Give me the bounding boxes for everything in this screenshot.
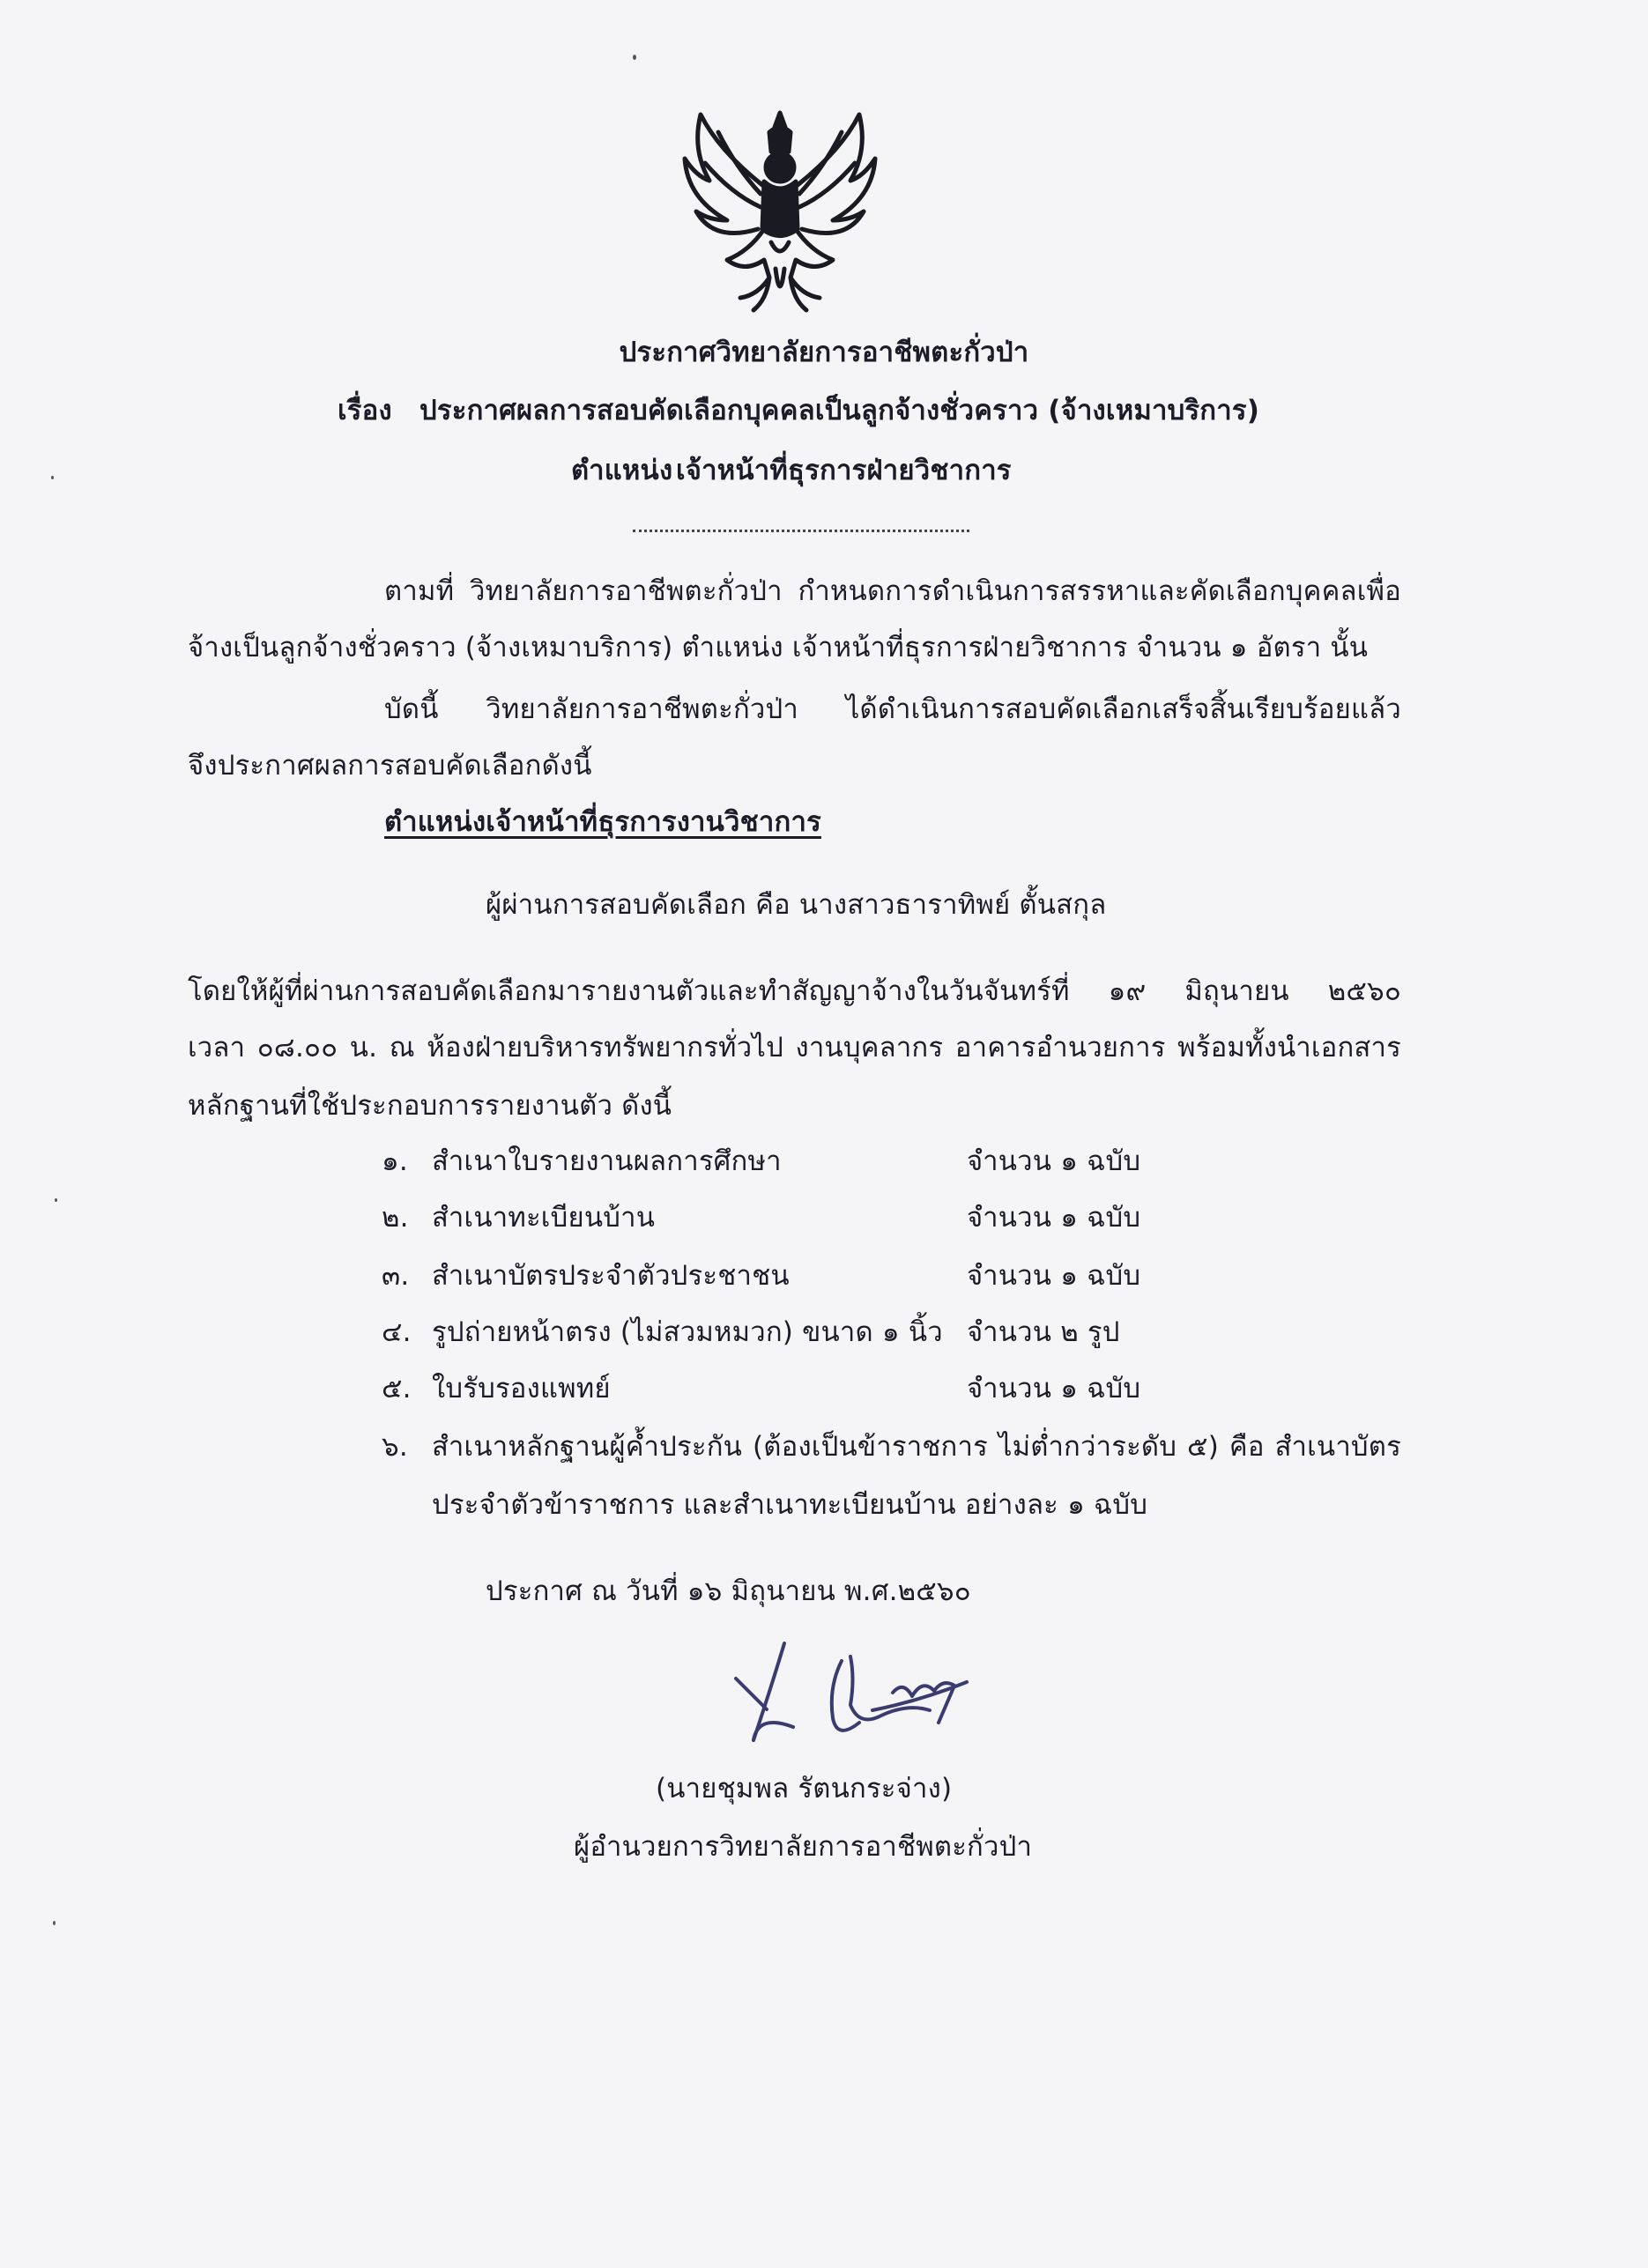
document-name: สำเนาใบรายงานผลการศึกษา <box>432 1145 782 1177</box>
document-quantity: จำนวน ๑ ฉบับ <box>967 1373 1141 1405</box>
document-name: ใบรับรองแพทย์ <box>432 1373 611 1405</box>
paragraph-2-line-2: จึงประกาศผลการสอบคัดเลือกดังนี้ <box>188 750 592 782</box>
document-name-line-2: ประจำตัวข้าราชการ และสำเนาทะเบียนบ้าน อย่างละ ๑ ฉบับ <box>432 1489 1148 1521</box>
document-number: ๓. <box>382 1260 410 1292</box>
document-name: สำเนาหลักฐานผู้ค้ำประกัน (ต้องเป็นข้าราชการ ไม่ต่ำกว่าระดับ ๕) คือ สำเนาบัตร <box>432 1431 1401 1463</box>
subject-label: เรื่อง <box>338 395 392 426</box>
scan-speck <box>53 1921 56 1925</box>
garuda-emblem-icon <box>665 97 895 322</box>
document-number: ๑. <box>382 1145 408 1177</box>
position-label: ตำแหน่ง <box>571 455 673 486</box>
paragraph-3-line-2: เวลา ๐๘.๐๐ น. ณ ห้องฝ่ายบริหารทรัพยากรทั่วไป งานบุคลากร อาคารอำนวยการ พร้อมทั้งนำเอกสาร <box>188 1032 1401 1064</box>
paragraph-3-line-3: หลักฐานที่ใช้ประกอบการรายงานตัว ดังนี้ <box>188 1090 672 1122</box>
paragraph-1-line-1: ตามที่ วิทยาลัยการอาชีพตะกั่วป่า กำหนดการดำเนินการสรรหาและคัดเลือกบุคคลเพื่อ <box>384 575 1401 607</box>
paragraph-1-line-2: จ้างเป็นลูกจ้างชั่วคราว (จ้างเหมาบริการ) ตำแหน่ง เจ้าหน้าที่ธุรการฝ่ายวิชาการ จำนวน ๑ อัตรา นั้น <box>188 632 1369 663</box>
document-number: ๕. <box>382 1373 412 1405</box>
paragraph-2-line-1: บัดนี้ วิทยาลัยการอาชีพตะกั่วป่า ได้ดำเนินการสอบคัดเลือกเสร็จสิ้นเรียบร้อยแล้ว <box>384 693 1401 725</box>
dotted-divider <box>633 530 969 532</box>
announcement-title: ประกาศวิทยาลัยการอาชีพตะกั่วป่า <box>619 337 1029 368</box>
passed-candidate: ผู้ผ่านการสอบคัดเลือก คือ นางสาวธาราทิพย์ ตั้นสกุล <box>486 889 1107 921</box>
document-quantity: จำนวน ๑ ฉบับ <box>967 1202 1141 1234</box>
document-name: สำเนาทะเบียนบ้าน <box>432 1202 656 1234</box>
paragraph-3-line-1: โดยให้ผู้ที่ผ่านการสอบคัดเลือกมารายงานตัวและทำสัญญาจ้างในวันจันทร์ที่ ๑๙ มิถุนายน ๒๕๖๐ <box>188 975 1401 1007</box>
scan-speck <box>55 1198 57 1202</box>
document-quantity: จำนวน ๒ รูป <box>967 1316 1120 1348</box>
scan-speck <box>633 55 636 60</box>
document-quantity: จำนวน ๑ ฉบับ <box>967 1260 1141 1292</box>
signer-name: (นายชุมพล รัตนกระจ่าง) <box>656 1773 953 1805</box>
announcement-date: ประกาศ ณ วันที่ ๑๖ มิถุนายน พ.ศ.๒๕๖๐ <box>486 1575 971 1607</box>
document-number: ๖. <box>382 1431 408 1463</box>
section-heading: ตำแหน่งเจ้าหน้าที่ธุรการงานวิชาการ <box>384 806 821 838</box>
position-text: เจ้าหน้าที่ธุรการฝ่ายวิชาการ <box>676 455 1012 486</box>
document-number: ๔. <box>382 1316 412 1348</box>
document-name: สำเนาบัตรประจำตัวประชาชน <box>432 1260 790 1292</box>
document-number: ๒. <box>382 1202 409 1234</box>
document-quantity: จำนวน ๑ ฉบับ <box>967 1145 1141 1177</box>
scan-speck <box>51 476 54 479</box>
document-name: รูปถ่ายหน้าตรง (ไม่สวมหมวก) ขนาด ๑ นิ้ว <box>432 1316 943 1348</box>
handwritten-signature <box>718 1634 983 1749</box>
signer-title: ผู้อำนวยการวิทยาลัยการอาชีพตะกั่วป่า <box>574 1831 1033 1863</box>
subject-text: ประกาศผลการสอบคัดเลือกบุคคลเป็นลูกจ้างชั่วคราว (จ้างเหมาบริการ) <box>419 395 1260 426</box>
